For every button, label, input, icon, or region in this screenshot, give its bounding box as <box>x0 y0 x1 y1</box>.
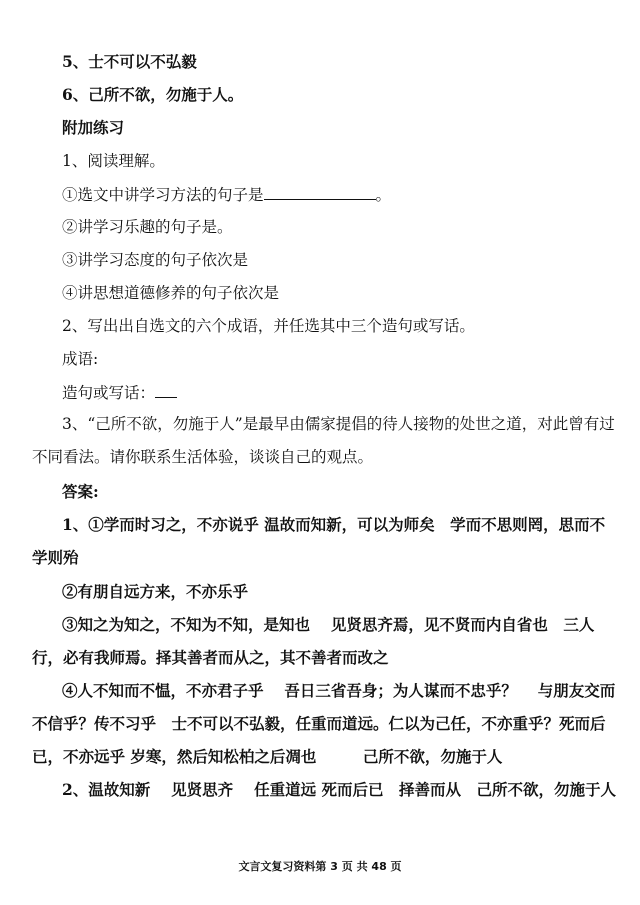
answer-heading: 答案: <box>62 482 99 501</box>
question-2: 2、写出出自选文的六个成语，并任选其中三个造句或写话。 <box>62 317 475 335</box>
line-item-6: 6、己所不欲，勿施于人。 <box>62 85 244 104</box>
page-footer: 文言文复习资料第 3 页 共 48 页 <box>238 860 402 873</box>
answer-2: 2、温故知新 见贤思齐 任重道远 死而后已 择善而从 己所不欲，勿施于人 <box>62 780 616 799</box>
answer-1-2: ②有朋自远方来，不亦乐乎 <box>62 582 249 601</box>
answer-1-1: 1、①学而时习之，不亦说乎 温故而知新，可以为师矣 学而不思则罔，思而不学则殆 <box>32 515 606 567</box>
sentence-label-text: 造句或写话： <box>62 384 156 402</box>
question-1: 1、阅读理解。 <box>62 152 165 170</box>
question-1-1-suffix: 。 <box>375 186 392 204</box>
sentence-label <box>62 382 616 403</box>
answer-blank-short <box>155 382 177 398</box>
question-3: 3、“己所不欲，勿施于人”是最早由儒家提倡的待人接物的处世之道，对此曾有过不同看法。请你联系生活体验，谈谈自己的观点。 <box>32 415 615 466</box>
line-item-5: 5、士不可以不弘毅 <box>62 52 197 71</box>
answer-blank <box>264 184 376 200</box>
question-1-4: ④讲思想道德修养的句子依次是 <box>62 284 280 302</box>
question-1-3: ③讲学习态度的句子依次是 <box>62 251 249 269</box>
idioms-label: 成语: <box>62 350 99 368</box>
answer-1-3: ③知之为知之，不知为不知，是知也 见贤思齐焉，见不贤而内自省也 三人行，必有我师焉。择其善者而从之，其不善者而改之 <box>32 615 595 667</box>
question-1-2: ②讲学习乐趣的句子是。 <box>62 218 233 236</box>
section-heading-extra-exercise: 附加练习 <box>62 118 125 137</box>
question-1-1 <box>62 184 616 205</box>
question-1-1-text: ①选文中讲学习方法的句子是 <box>62 186 264 204</box>
answer-1-4: ④人不知而不愠，不亦君子乎 吾日三省吾身；为人谋而不忠乎？ 与朋友交而不信乎？传不习乎 士不可以不弘毅，任重而道远。仁以为己任，不亦重乎？死而后已，不亦远乎 岁寒，然后知松柏之后凋也 己所不欲，勿施于人 <box>32 681 616 766</box>
